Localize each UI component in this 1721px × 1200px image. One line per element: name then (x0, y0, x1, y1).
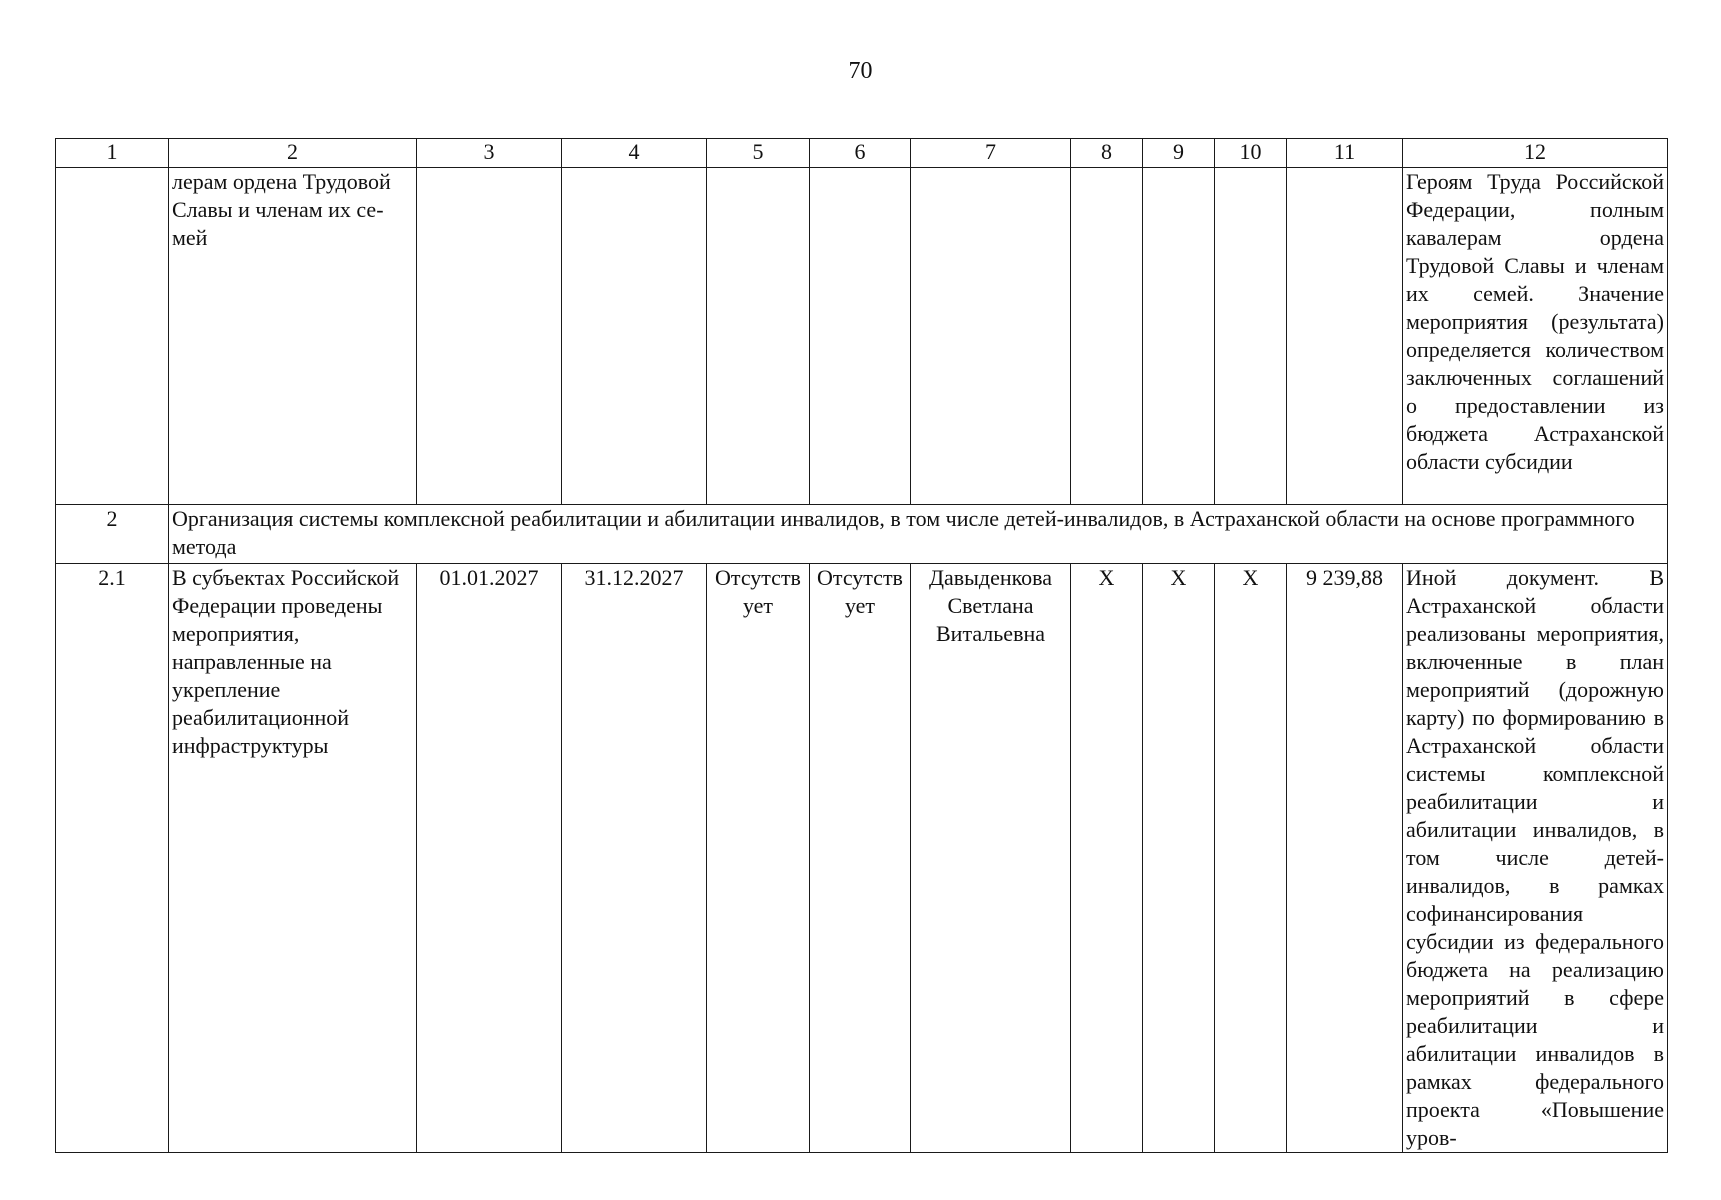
cell-empty (56, 168, 169, 505)
cell-empty (1215, 168, 1287, 505)
header-col-12: 12 (1403, 139, 1668, 168)
header-col-5: 5 (707, 139, 810, 168)
page-number: 70 (848, 58, 873, 84)
cell-empty (1287, 168, 1403, 505)
table-row-section (56, 505, 1668, 564)
header-col-2: 2 (169, 139, 417, 168)
header-col-10: 10 (1215, 139, 1287, 168)
header-col-8: 8 (1071, 139, 1143, 168)
cell-empty (810, 168, 911, 505)
header-col-9: 9 (1143, 139, 1215, 168)
section-title: Организация системы комплексной реабилитации и абилитации инвалидов, в том числе детей-инвалидов, в Астраханской области на основе программного метода (169, 505, 1668, 564)
cell-empty (417, 168, 562, 505)
cell-measure-name: В субъектах Российской Федерации проведены мероприятия, направленные на укрепление реабилитационной инфраструктуры (169, 564, 417, 1153)
cell-empty (1143, 168, 1215, 505)
cell-empty (707, 168, 810, 505)
cell-col9: X (1143, 564, 1215, 1153)
header-col-6: 6 (810, 139, 911, 168)
header-col-3: 3 (417, 139, 562, 168)
cell-measure-name: лерам ордена Трудовой Славы и членам их се-мей (169, 168, 417, 505)
cell-description: Иной документ. В Астраханской области реализованы мероприятия, включенные в план мероприятий (дорожную карту) по формированию в Астраханской области системы комплексной реабилитации и абилитации инвалидов, в том числе детей-инвалидов, в рамках софинансирования субсидии из федерального бюджета на реализацию мероприятий в сфере реабилитации и абилитации инвалидов в рамках федерального проекта «Повышение уров- (1403, 564, 1668, 1153)
header-col-1: 1 (56, 139, 169, 168)
cell-col5: Отсутствует (707, 564, 810, 1153)
table-row-2-1 (56, 564, 1668, 1153)
cell-col10: X (1215, 564, 1287, 1153)
cell-start-date: 01.01.2027 (417, 564, 562, 1153)
cell-empty (1071, 168, 1143, 505)
cell-col6: Отсутствует (810, 564, 911, 1153)
cell-end-date: 31.12.2027 (562, 564, 707, 1153)
cell-description: Героям Труда Российской Федерации, полным кавалерам ордена Трудовой Славы и членам их семей. Значение мероприятия (результата) определяется количеством заключенных соглашений о предоставлении из бюджета Астраханской области субсидии (1403, 168, 1668, 505)
header-col-4: 4 (562, 139, 707, 168)
header-row (56, 139, 1668, 168)
cell-empty (911, 168, 1071, 505)
row-number: 2.1 (56, 564, 169, 1153)
table-row-continuation (56, 168, 1668, 505)
cell-responsible: Давыденкова Светлана Витальевна (911, 564, 1071, 1153)
measures-table (55, 138, 1668, 1153)
header-col-11: 11 (1287, 139, 1403, 168)
cell-col8: X (1071, 564, 1143, 1153)
cell-amount: 9 239,88 (1287, 564, 1403, 1153)
header-col-7: 7 (911, 139, 1071, 168)
section-number: 2 (56, 505, 169, 564)
cell-empty (562, 168, 707, 505)
